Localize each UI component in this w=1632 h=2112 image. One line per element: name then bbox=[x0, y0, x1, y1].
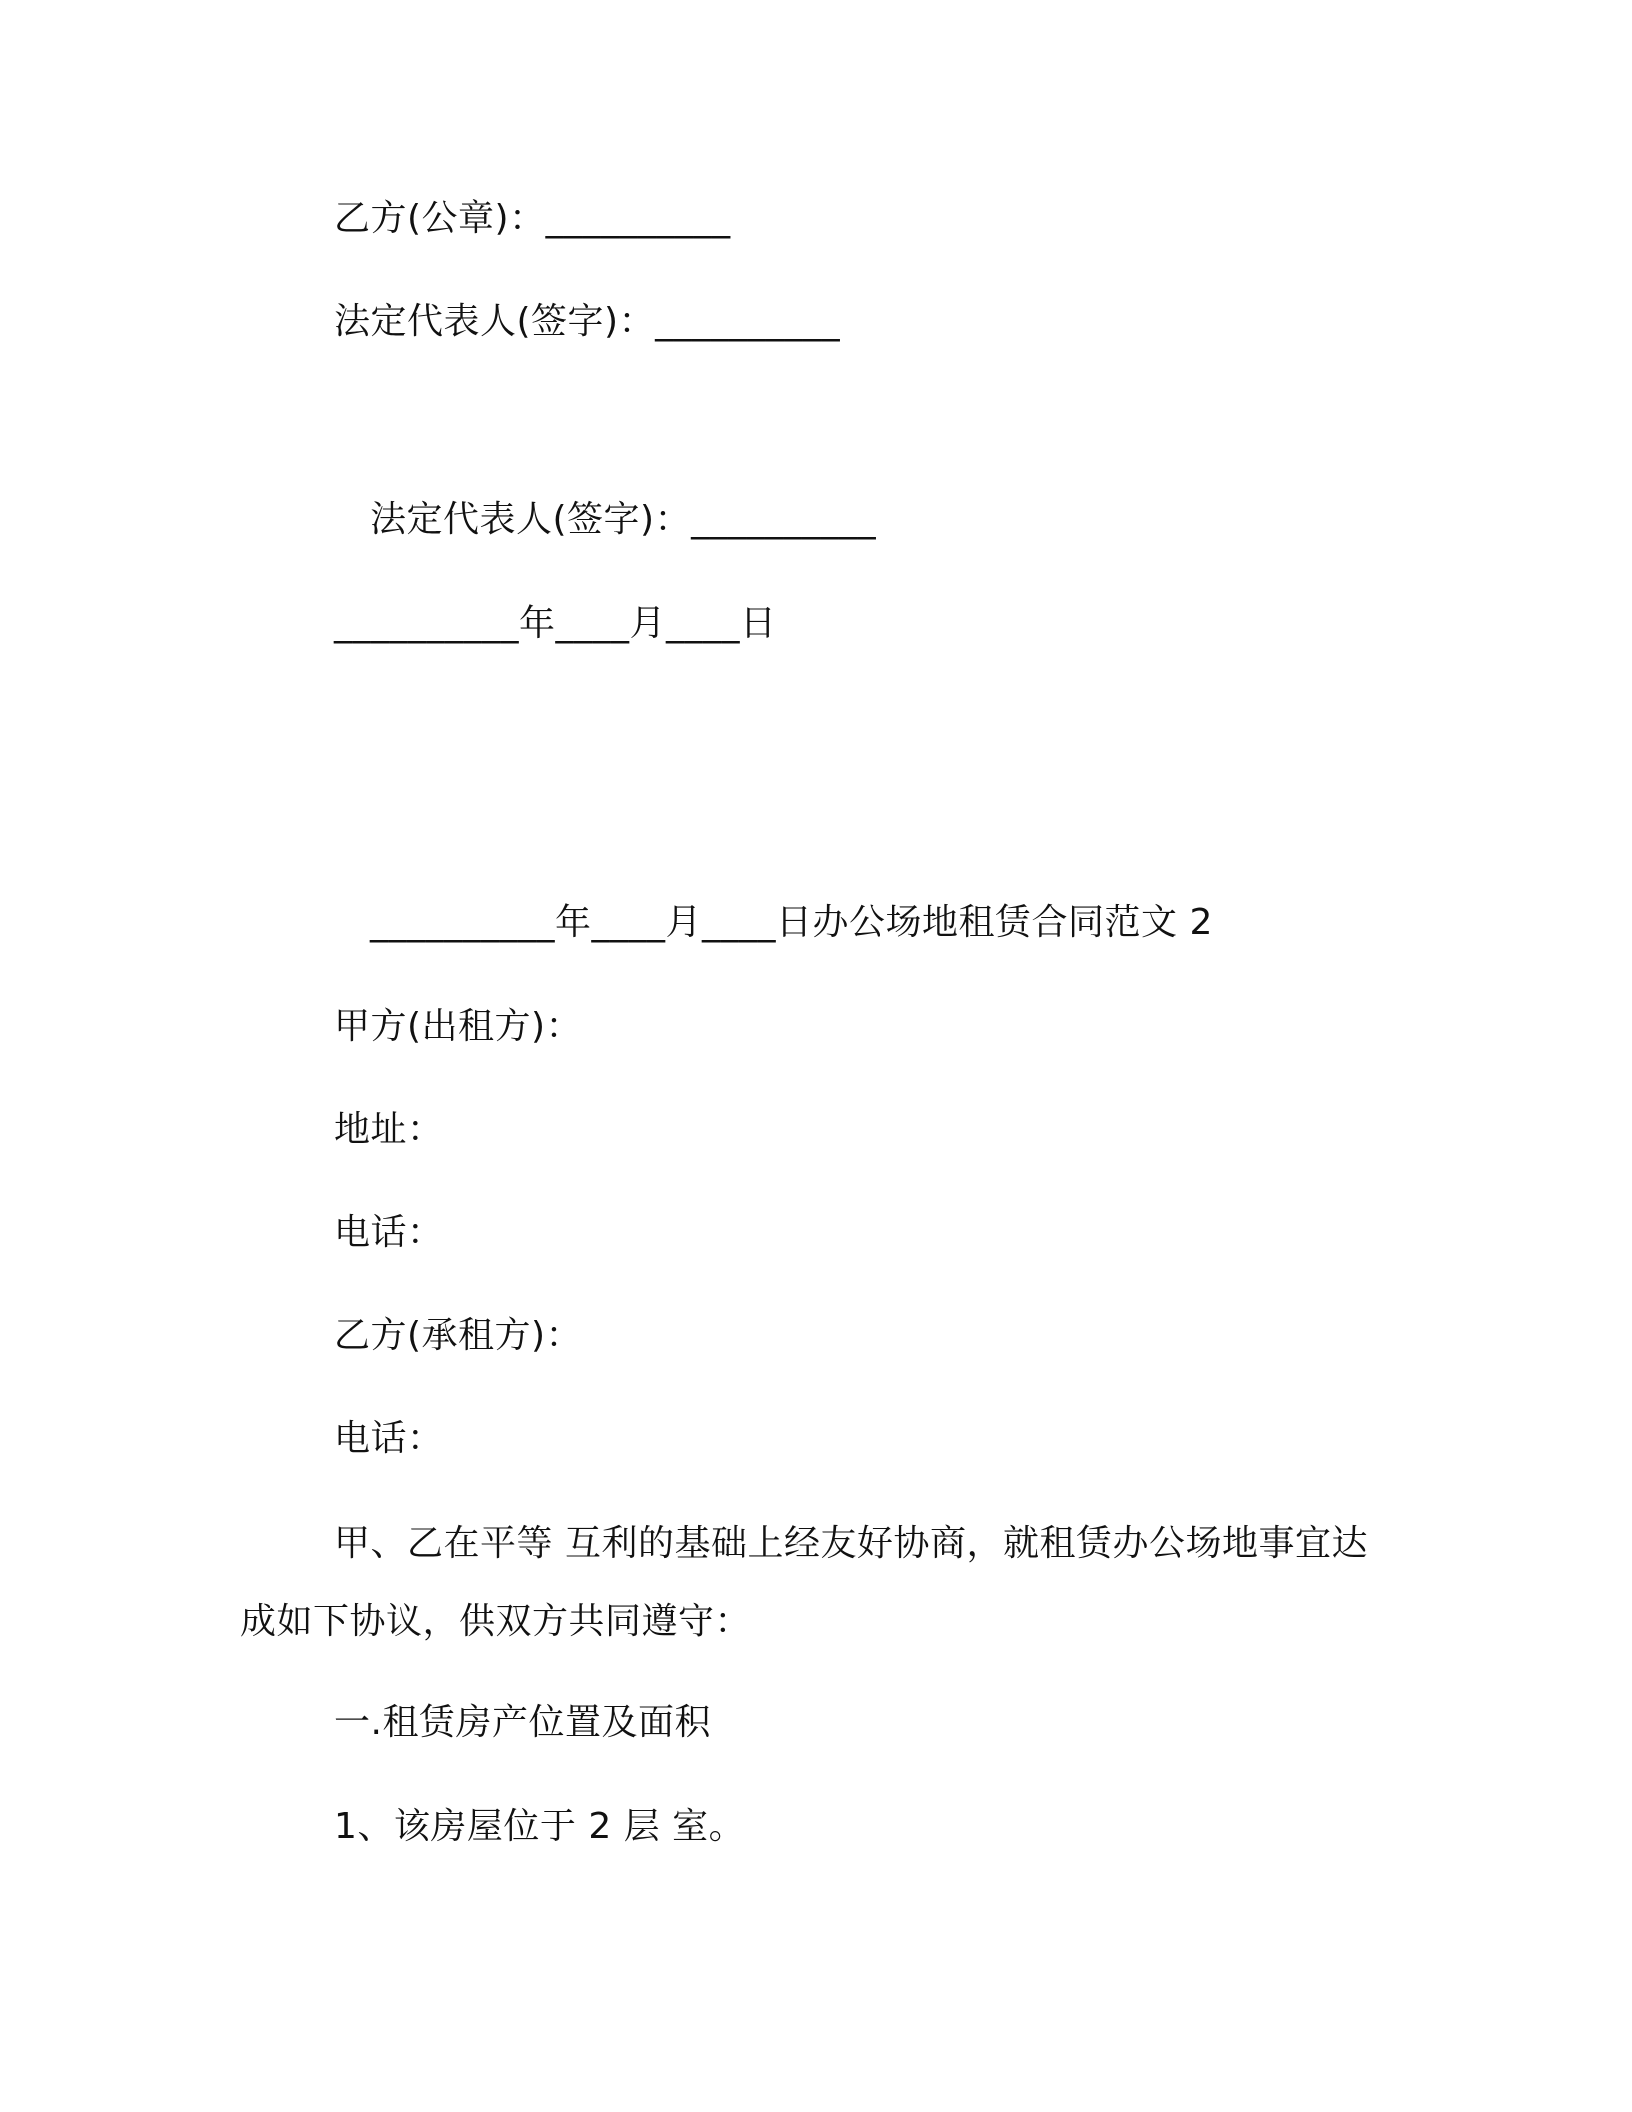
date-line: __________年____月____日 bbox=[334, 603, 777, 644]
party-b-lessee-label: 乙方(承租方)： bbox=[334, 1315, 583, 1356]
legal-rep-signature-line-1: 法定代表人(签字)：__________ bbox=[334, 301, 841, 342]
party-a-lessor-label: 甲方(出租方)： bbox=[334, 1006, 583, 1047]
phone-label-1: 电话： bbox=[334, 1212, 444, 1253]
agreement-intro-paragraph bbox=[240, 1505, 1390, 1661]
party-b-seal-line: 乙方(公章)：__________ bbox=[334, 198, 731, 239]
contract-title-line: __________年____月____日办公场地租赁合同范文 2 bbox=[370, 902, 1213, 943]
legal-rep-signature-line-2: 法定代表人(签字)：__________ bbox=[370, 499, 877, 540]
section-one-heading: 一.租赁房产位置及面积 bbox=[334, 1702, 711, 1743]
agreement-intro-text: 甲、乙在平等 互利的基础上经友好协商，就租赁办公场地事宜达成如下协议，供双方共同遵守： bbox=[240, 1523, 1368, 1642]
clause-1-1: 1、该房屋位于 2 层 室。 bbox=[334, 1806, 746, 1847]
address-label: 地址： bbox=[334, 1109, 444, 1150]
phone-label-2: 电话： bbox=[334, 1418, 444, 1459]
